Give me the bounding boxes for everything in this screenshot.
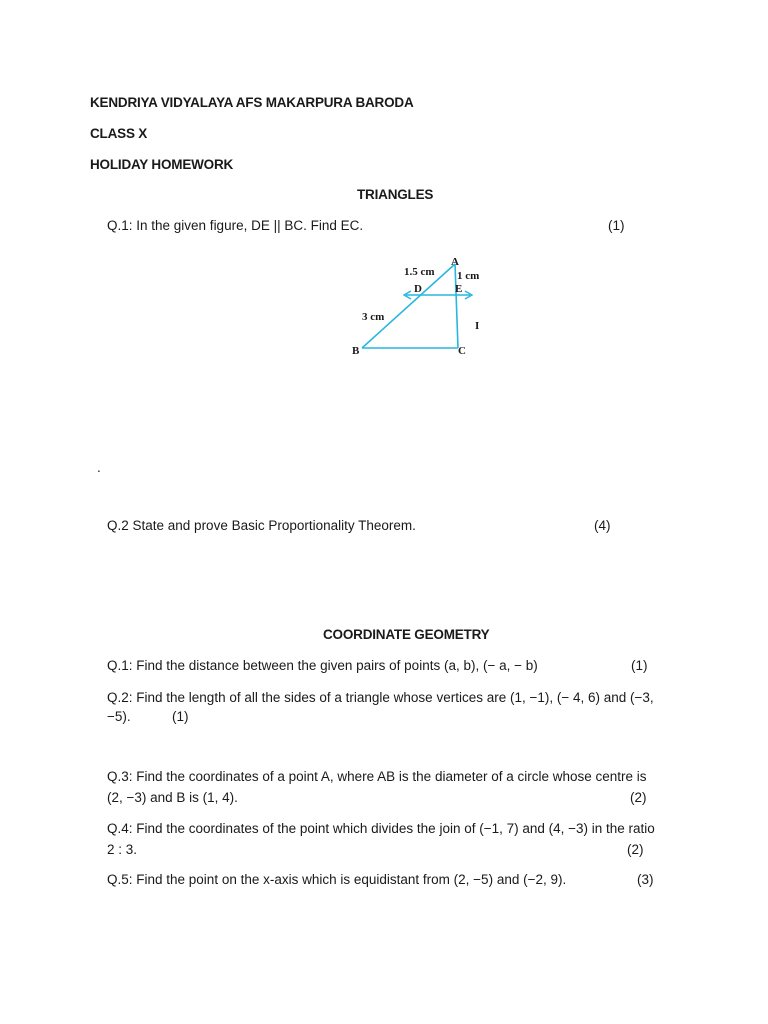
label-d: D — [414, 283, 422, 295]
label-c: C — [458, 345, 466, 357]
label-ec: I — [475, 320, 480, 332]
coord-q5-marks: (3) — [637, 872, 654, 887]
section-heading-triangles: TRIANGLES — [357, 187, 434, 202]
label-db: 3 cm — [362, 311, 385, 323]
label-a: A — [451, 256, 459, 268]
coord-q2-line2: −5). — [107, 709, 131, 724]
coord-q2-marks: (1) — [172, 709, 189, 724]
triangles-q1-text: Q.1: In the given figure, DE || BC. Find EC. — [107, 218, 364, 233]
coord-q2-line1: Q.2: Find the length of all the sides of a triangle whose vertices are (1, −1), (− 4, 6) and (−3, — [107, 690, 654, 705]
coord-q1-marks: (1) — [631, 658, 648, 673]
coord-q4-marks: (2) — [627, 842, 644, 857]
label-e: E — [455, 283, 463, 295]
coord-q4-line2: 2 : 3. — [107, 842, 138, 857]
triangle-figure — [340, 252, 490, 364]
coord-q1-text: Q.1: Find the distance between the given pairs of points (a, b), (− a, − b) — [107, 658, 538, 673]
coord-q5-text: Q.5: Find the point on the x-axis which is equidistant from (2, −5) and (−2, 9). — [107, 872, 567, 887]
class-label: CLASS X — [90, 126, 148, 141]
coord-q3-marks: (2) — [630, 790, 647, 805]
label-ae: 1 cm — [457, 270, 480, 282]
section-heading-coordinate-geometry: COORDINATE GEOMETRY — [323, 627, 490, 642]
school-name: KENDRIYA VIDYALAYA AFS MAKARPURA BARODA — [90, 95, 414, 110]
triangles-q2-marks: (4) — [594, 518, 611, 533]
label-b: B — [352, 345, 360, 357]
label-ad: 1.5 cm — [404, 266, 435, 278]
coord-q3-line2: (2, −3) and B is (1, 4). — [107, 790, 238, 805]
stray-dot: . — [97, 460, 101, 475]
homework-title: HOLIDAY HOMEWORK — [90, 157, 234, 172]
coord-q3-line1: Q.3: Find the coordinates of a point A, where AB is the diameter of a circle whose centre is — [107, 769, 647, 784]
triangles-q1-marks: (1) — [608, 218, 625, 233]
coord-q4-line1: Q.4: Find the coordinates of the point which divides the join of (−1, 7) and (4, −3) in the ratio — [107, 821, 655, 836]
triangles-q2-text: Q.2 State and prove Basic Proportionality Theorem. — [107, 518, 416, 533]
